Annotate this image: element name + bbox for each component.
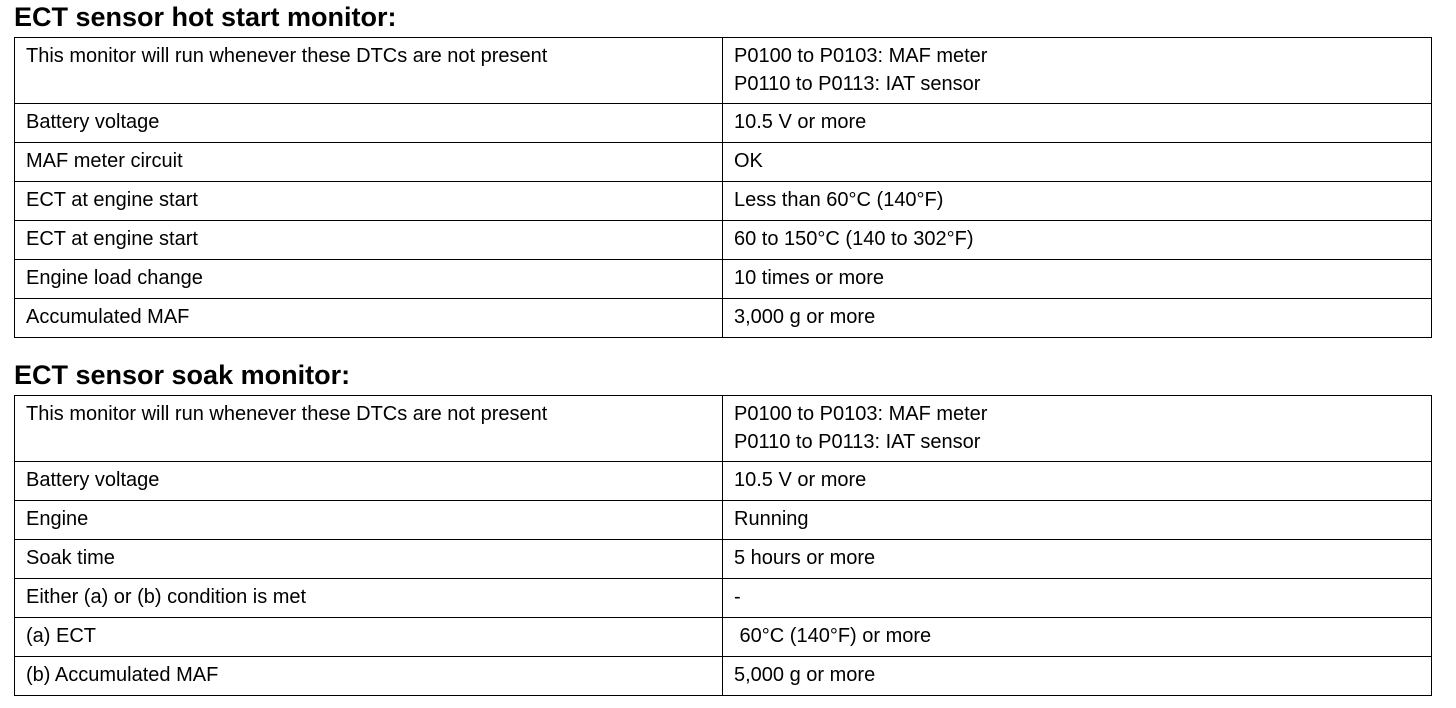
table-row — [15, 104, 1432, 143]
condition-value-line: P0100 to P0103: MAF meter — [734, 45, 988, 67]
table-row — [15, 540, 1432, 579]
condition-value: OK — [723, 143, 1432, 182]
table-row — [15, 462, 1432, 501]
condition-value — [723, 396, 1432, 462]
condition-value: 10.5 V or more — [723, 104, 1432, 143]
condition-value — [723, 38, 1432, 104]
condition-value: 60°C (140°F) or more — [723, 618, 1432, 657]
condition-label: (a) ECT — [15, 618, 723, 657]
condition-label: This monitor will run whenever these DTCs are not present — [15, 396, 723, 462]
table-row — [15, 396, 1432, 462]
section-title-soak: ECT sensor soak monitor: — [14, 360, 351, 390]
table-row — [15, 501, 1432, 540]
condition-value: 10 times or more — [723, 260, 1432, 299]
table-row — [15, 299, 1432, 338]
condition-value: Less than 60°C (140°F) — [723, 182, 1432, 221]
table-row — [15, 38, 1432, 104]
condition-value: Running — [723, 501, 1432, 540]
table-row — [15, 143, 1432, 182]
condition-label: Engine load change — [15, 260, 723, 299]
condition-label: Accumulated MAF — [15, 299, 723, 338]
table-row — [15, 182, 1432, 221]
condition-value-line: P0110 to P0113: IAT sensor — [734, 431, 981, 453]
condition-label: Battery voltage — [15, 104, 723, 143]
condition-label: ECT at engine start — [15, 182, 723, 221]
condition-label: ECT at engine start — [15, 221, 723, 260]
condition-value: - — [723, 579, 1432, 618]
condition-value-line: P0100 to P0103: MAF meter — [734, 403, 988, 425]
condition-label: (b) Accumulated MAF — [15, 657, 723, 696]
condition-value: 10.5 V or more — [723, 462, 1432, 501]
condition-value-line: P0110 to P0113: IAT sensor — [734, 73, 981, 95]
condition-label: MAF meter circuit — [15, 143, 723, 182]
condition-label: Battery voltage — [15, 462, 723, 501]
hot-start-conditions-table — [14, 37, 1432, 338]
section-title-hot-start: ECT sensor hot start monitor: — [14, 2, 397, 32]
condition-label: Soak time — [15, 540, 723, 579]
condition-label: This monitor will run whenever these DTCs are not present — [15, 38, 723, 104]
table-row — [15, 221, 1432, 260]
condition-label: Either (a) or (b) condition is met — [15, 579, 723, 618]
condition-value: 60 to 150°C (140 to 302°F) — [723, 221, 1432, 260]
soak-conditions-table — [14, 395, 1432, 696]
table-row — [15, 657, 1432, 696]
condition-value: 3,000 g or more — [723, 299, 1432, 338]
condition-label: Engine — [15, 501, 723, 540]
table-row — [15, 579, 1432, 618]
table-row — [15, 260, 1432, 299]
condition-value: 5 hours or more — [723, 540, 1432, 579]
condition-value: 5,000 g or more — [723, 657, 1432, 696]
table-row — [15, 618, 1432, 657]
